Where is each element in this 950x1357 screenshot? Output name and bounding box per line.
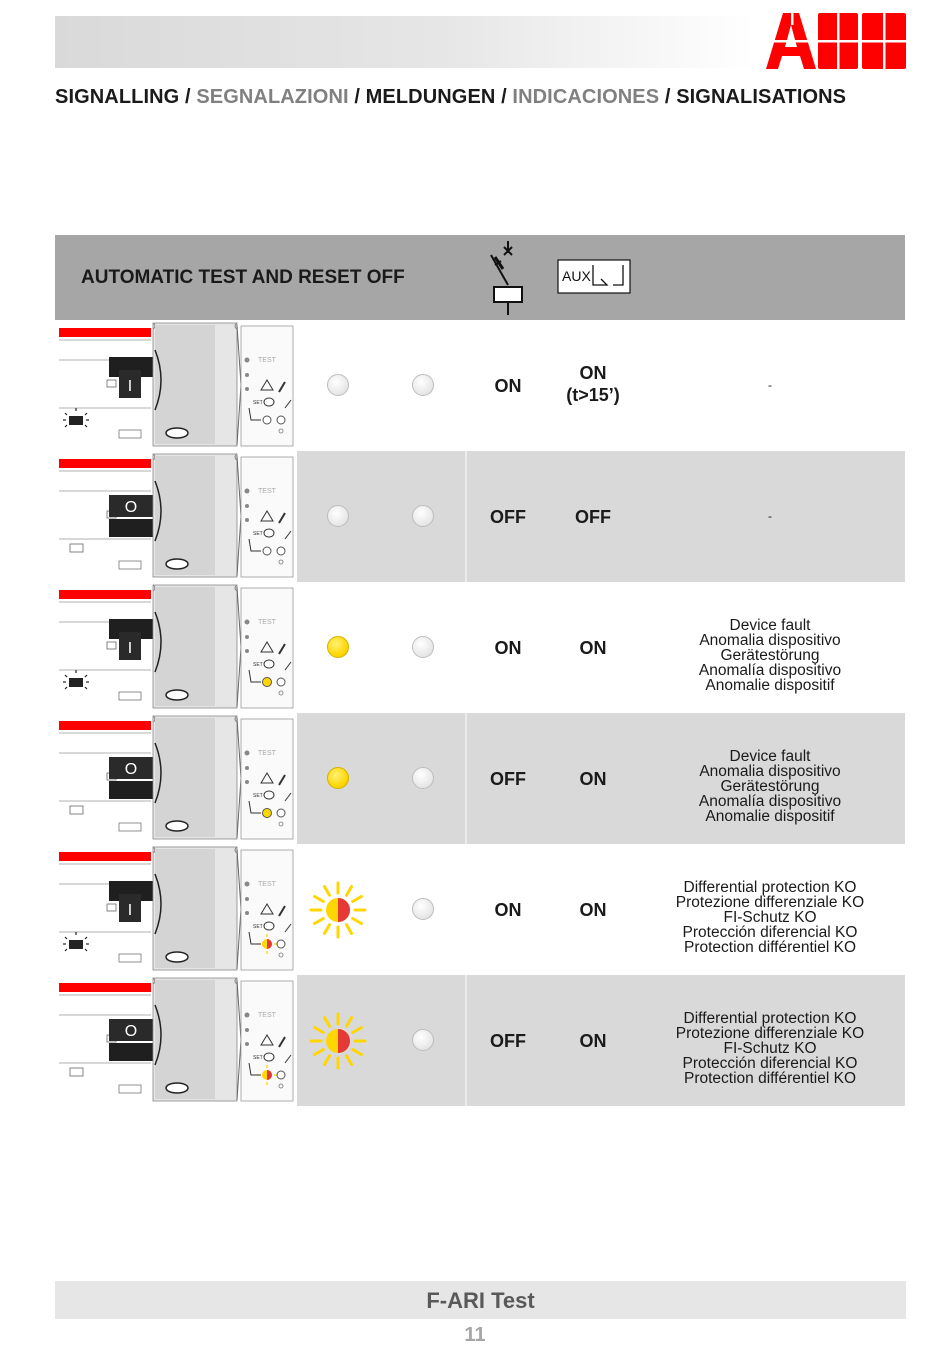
column-divider <box>465 975 467 1106</box>
heading-part: / <box>495 86 513 108</box>
abb-logo <box>766 13 906 71</box>
description-line: - <box>768 509 772 523</box>
svg-text:O: O <box>124 1023 138 1040</box>
yellow-led-icon <box>327 636 349 658</box>
table-header <box>55 235 905 320</box>
yellow-led-icon <box>327 767 349 789</box>
led-off-icon <box>412 636 434 658</box>
description-line: Protection différentiel KO <box>683 1070 857 1087</box>
description-line: - <box>768 378 772 392</box>
breaker-state: ON <box>494 376 522 396</box>
description-line: Anomalie dispositif <box>705 808 835 825</box>
description-line: Protezione differenziale KO <box>675 1025 865 1042</box>
svg-text:SET: SET <box>253 1055 263 1061</box>
heading-part: SIGNALISATIONS <box>676 86 847 108</box>
breaker-state: OFF <box>490 1031 526 1051</box>
aux-contact-symbol <box>557 259 631 294</box>
flashing-red-yellow-led-icon <box>308 1011 368 1071</box>
description <box>653 1011 887 1086</box>
table-row <box>55 975 905 1106</box>
footer-bar <box>55 1281 906 1319</box>
table-row <box>55 582 905 713</box>
svg-text:TEST: TEST <box>258 619 276 626</box>
device-illustration <box>55 582 297 713</box>
device-illustration <box>55 844 297 975</box>
heading-part: / <box>659 86 677 108</box>
header-gradient-bar <box>55 16 755 68</box>
svg-text:O: O <box>124 761 138 778</box>
svg-text:I: I <box>127 902 133 919</box>
column-divider <box>465 713 467 844</box>
column-divider <box>465 844 467 975</box>
description-line: FI-Schutz KO <box>723 909 817 926</box>
column-divider <box>465 320 467 451</box>
table-title: AUTOMATIC TEST AND RESET OFF <box>81 267 405 288</box>
description <box>653 618 887 693</box>
heading-part: MELDUNGEN <box>365 86 496 108</box>
description-line: Differential protection KO <box>683 1010 857 1027</box>
description <box>653 509 887 524</box>
svg-text:TEST: TEST <box>258 1012 276 1019</box>
table-row <box>55 844 905 975</box>
svg-text:TEST: TEST <box>258 881 276 888</box>
svg-text:TEST: TEST <box>258 357 276 364</box>
led-off-icon <box>412 505 434 527</box>
description-line: Device fault <box>729 748 811 765</box>
svg-text:O: O <box>124 499 138 516</box>
svg-text:SET: SET <box>253 531 263 537</box>
description <box>653 880 887 955</box>
aux-state: ON <box>579 900 607 920</box>
table-row <box>55 713 905 844</box>
page-number: 11 <box>464 1324 486 1346</box>
device-illustration <box>55 713 297 844</box>
aux-state: ON <box>579 769 607 789</box>
svg-text:I: I <box>127 378 133 395</box>
led-off-icon <box>327 505 349 527</box>
led-off-icon <box>412 374 434 396</box>
signalling-heading <box>55 86 846 109</box>
led-off-icon <box>412 1029 434 1051</box>
column-divider <box>465 582 467 713</box>
aux-state: OFF <box>575 507 611 527</box>
description-line: Protección diferencial KO <box>682 924 858 941</box>
description-line: Protección diferencial KO <box>682 1055 858 1072</box>
svg-text:TEST: TEST <box>258 750 276 757</box>
device-illustration <box>55 320 297 451</box>
device-illustration <box>55 975 297 1106</box>
svg-text:SET: SET <box>253 400 263 406</box>
heading-part: / <box>179 86 197 108</box>
svg-text:SET: SET <box>253 793 263 799</box>
aux-state: ON <box>579 638 607 658</box>
description-line: Differential protection KO <box>683 879 857 896</box>
description-line: Device fault <box>729 617 811 634</box>
svg-text:SET: SET <box>253 662 263 668</box>
aux-label: AUX <box>562 268 591 284</box>
led-off-icon <box>412 767 434 789</box>
description-line: FI-Schutz KO <box>723 1040 817 1057</box>
breaker-coil-symbol-icon <box>483 239 533 319</box>
svg-text:TEST: TEST <box>258 488 276 495</box>
led-off-icon <box>327 374 349 396</box>
aux-state-note: (t>15’) <box>566 385 620 405</box>
svg-text:SET: SET <box>253 924 263 930</box>
aux-state: ON <box>579 363 607 383</box>
heading-part: / <box>348 86 366 108</box>
description-line: Anomalie dispositif <box>705 677 835 694</box>
table-row <box>55 320 905 451</box>
footer-title: F-ARI Test <box>426 1288 535 1313</box>
description-line: Protezione differenziale KO <box>675 894 865 911</box>
breaker-state: ON <box>494 900 522 920</box>
column-divider <box>465 451 467 582</box>
flashing-red-yellow-led-icon <box>308 880 368 940</box>
heading-part: SEGNALAZIONI <box>196 86 349 108</box>
table-row <box>55 451 905 582</box>
breaker-state: OFF <box>490 769 526 789</box>
description-line: Gerätestörung <box>720 647 820 664</box>
description-line: Anomalía dispositivo <box>698 793 842 810</box>
svg-text:I: I <box>127 640 133 657</box>
description-line: Gerätestörung <box>720 778 820 795</box>
heading-part: INDICACIONES <box>512 86 660 108</box>
device-illustration <box>55 451 297 582</box>
description <box>653 378 887 393</box>
signalling-table <box>55 235 905 1106</box>
description <box>653 749 887 824</box>
description-line: Anomalía dispositivo <box>698 662 842 679</box>
description-line: Anomalia dispositivo <box>699 763 841 780</box>
description-line: Anomalia dispositivo <box>699 632 841 649</box>
table-body <box>55 320 905 1106</box>
heading-part: SIGNALLING <box>55 86 180 108</box>
led-off-icon <box>412 898 434 920</box>
aux-state: ON <box>579 1031 607 1051</box>
breaker-state: OFF <box>490 507 526 527</box>
breaker-state: ON <box>494 638 522 658</box>
description-line: Protection différentiel KO <box>683 939 857 956</box>
